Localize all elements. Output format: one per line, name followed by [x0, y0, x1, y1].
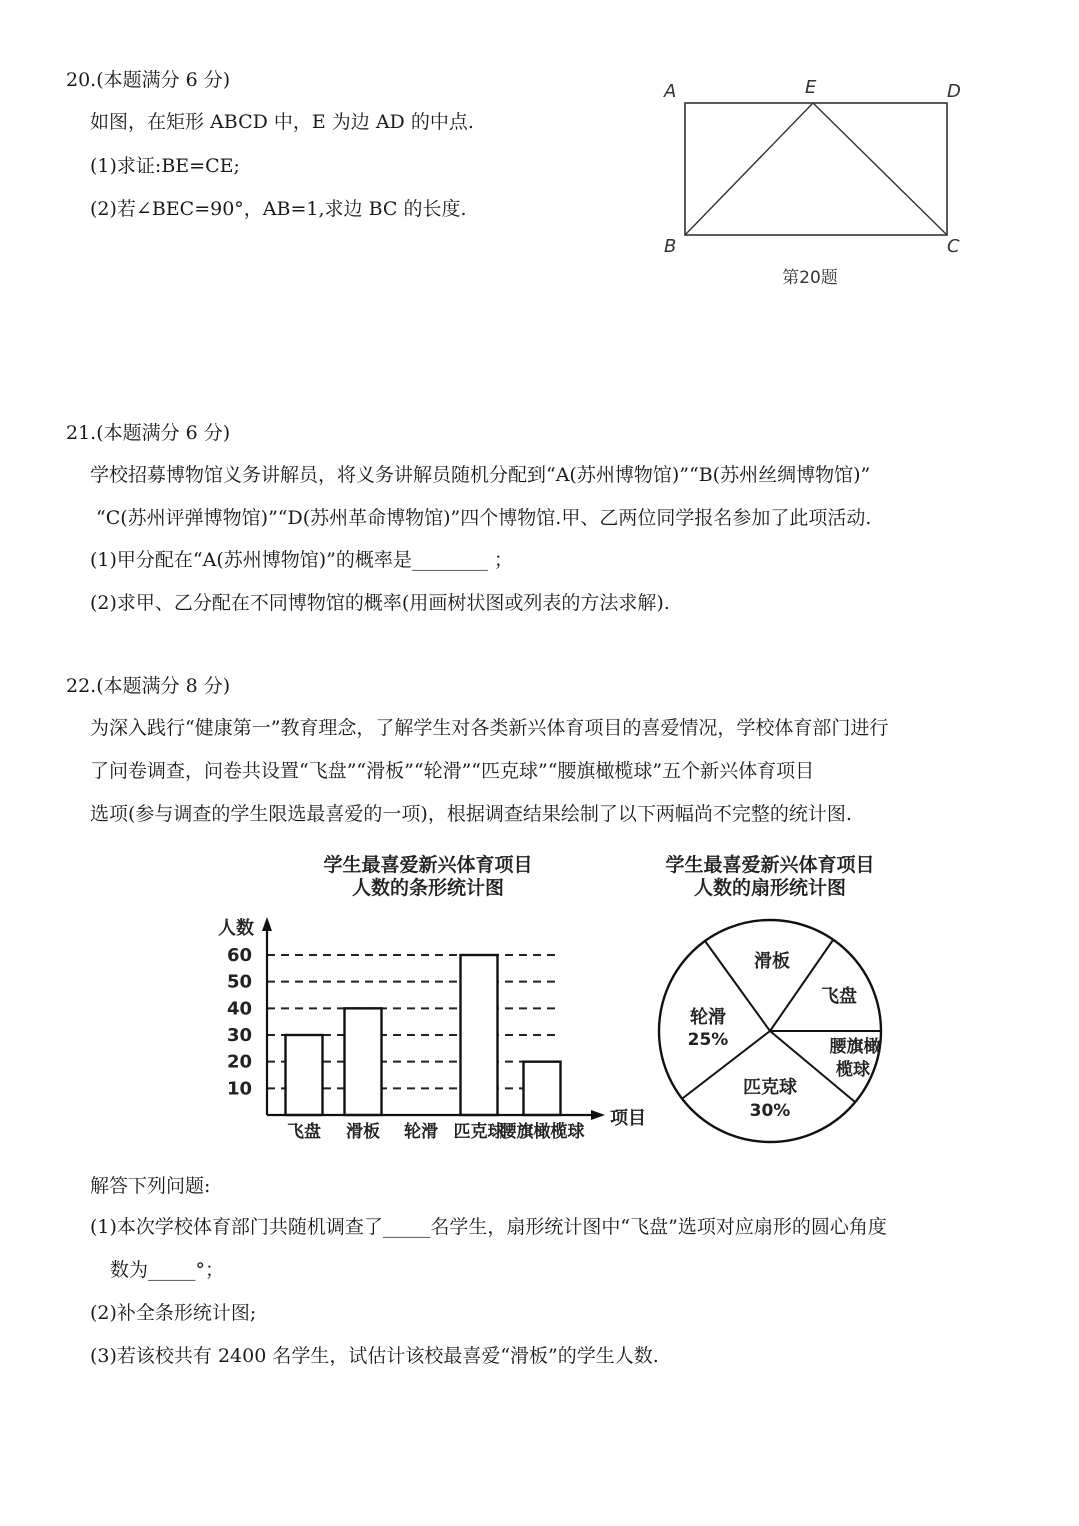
q20-part1: (1)求证:BE=CE;	[90, 155, 240, 177]
bar-chart-xlabel: 项目	[610, 1108, 646, 1129]
bar-chart-subtitle: 人数的条形统计图	[351, 877, 505, 899]
bar-2	[345, 1008, 382, 1115]
segment-ce	[813, 103, 947, 235]
q20-header: 20.(本题满分 6 分)	[66, 69, 231, 91]
bar-4	[461, 955, 498, 1115]
pie-slice-label: 滑板	[754, 951, 790, 972]
q22-header: 22.(本题满分 8 分)	[66, 675, 231, 697]
bar-chart-ytick-label: 60	[226, 945, 252, 966]
rectangle-abcd	[685, 103, 947, 235]
bar-5	[524, 1062, 561, 1115]
q22-part2: (2)补全条形统计图;	[90, 1302, 257, 1324]
pie-slice-label: 匹克球	[743, 1077, 797, 1098]
bar-chart-ytick-label: 50	[226, 971, 252, 993]
q20-part2: (2)若∠BEC=90°，AB=1,求边 BC 的长度.	[90, 198, 467, 220]
bar-chart-category-label: 飞盘	[287, 1122, 321, 1142]
pie-slice-label: 榄球	[836, 1060, 870, 1080]
pie-chart	[640, 845, 920, 1154]
q22-part1-b: 数为_____°；	[110, 1259, 225, 1281]
bar-chart-category-label: 匹克球	[453, 1122, 505, 1142]
figure-caption: 第20题	[782, 268, 838, 288]
pie-slice-percent: 25%	[687, 1030, 729, 1050]
bar-chart-category-label: 腰旗橄榄球	[499, 1122, 585, 1142]
pie-slice-percent: 30%	[749, 1101, 791, 1121]
q22-line3: 选项(参与调查的学生限选最喜爱的一项)，根据调查结果绘制了以下两幅尚不完整的统计图.	[90, 803, 852, 825]
bar-chart-ylabel: 人数	[218, 918, 254, 939]
x-axis-arrow	[591, 1110, 605, 1120]
q22-line1: 为深入践行“健康第一”教育理念，了解学生对各类新兴体育项目的喜爱情况，学校体育部门进行	[90, 717, 889, 739]
bar-chart-ytick-label: 10	[226, 1078, 252, 1100]
q20-stem: 如图，在矩形 ABCD 中，E 为边 AD 的中点.	[90, 111, 474, 133]
label-d: D	[947, 81, 961, 102]
y-axis-arrow	[262, 917, 272, 931]
q21-line2: “C(苏州评弹博物馆)”“D(苏州革命博物馆)”四个博物馆.甲、乙两位同学报名参加了此项活动.	[96, 507, 872, 529]
label-e: E	[805, 77, 817, 98]
pie-slice-label: 轮滑	[690, 1007, 726, 1028]
q22-part1-a: (1)本次学校体育部门共随机调查了_____名学生，扇形统计图中“飞盘”选项对应扇形的圆心角度	[90, 1216, 887, 1238]
q21-part2: (2)求甲、乙分配在不同博物馆的概率(用画树状图或列表的方法求解).	[90, 592, 670, 614]
bar-chart-title: 学生最喜爱新兴体育项目	[323, 854, 533, 876]
bar-chart-ytick-label: 20	[226, 1051, 252, 1073]
pie-slice-label: 飞盘	[821, 986, 857, 1007]
q20-figure	[650, 68, 980, 302]
q22-line2: 了问卷调查，问卷共设置“飞盘”“滑板”“轮滑”“匹克球”“腰旗橄榄球”五个新兴体育项目	[90, 760, 815, 782]
bar-chart	[200, 845, 660, 1154]
label-c: C	[947, 236, 960, 257]
pie-chart-title: 学生最喜爱新兴体育项目	[665, 854, 875, 876]
label-a: A	[664, 81, 677, 102]
q22-answer-intro: 解答下列问题:	[90, 1175, 211, 1197]
q22-part3: (3)若该校共有 2400 名学生，试估计该校最喜爱“滑板”的学生人数.	[90, 1345, 659, 1367]
bar-chart-category-label: 轮滑	[404, 1122, 438, 1142]
pie-slice-label: 腰旗橄	[829, 1037, 881, 1057]
segment-be	[685, 103, 813, 235]
q21-header: 21.(本题满分 6 分)	[66, 422, 231, 444]
bar-chart-ytick-label: 40	[226, 998, 252, 1020]
bar-chart-ytick-label: 30	[226, 1025, 252, 1046]
bar-chart-category-label: 滑板	[346, 1122, 380, 1142]
q21-line1: 学校招募博物馆义务讲解员，将义务讲解员随机分配到“A(苏州博物馆)”“B(苏州丝绸博物馆)”	[90, 464, 871, 486]
label-b: B	[664, 236, 677, 257]
pie-chart-subtitle: 人数的扇形统计图	[693, 877, 847, 899]
q21-part1: (1)甲分配在“A(苏州博物馆)”的概率是________ ；	[90, 549, 513, 571]
bar-1	[286, 1035, 323, 1115]
